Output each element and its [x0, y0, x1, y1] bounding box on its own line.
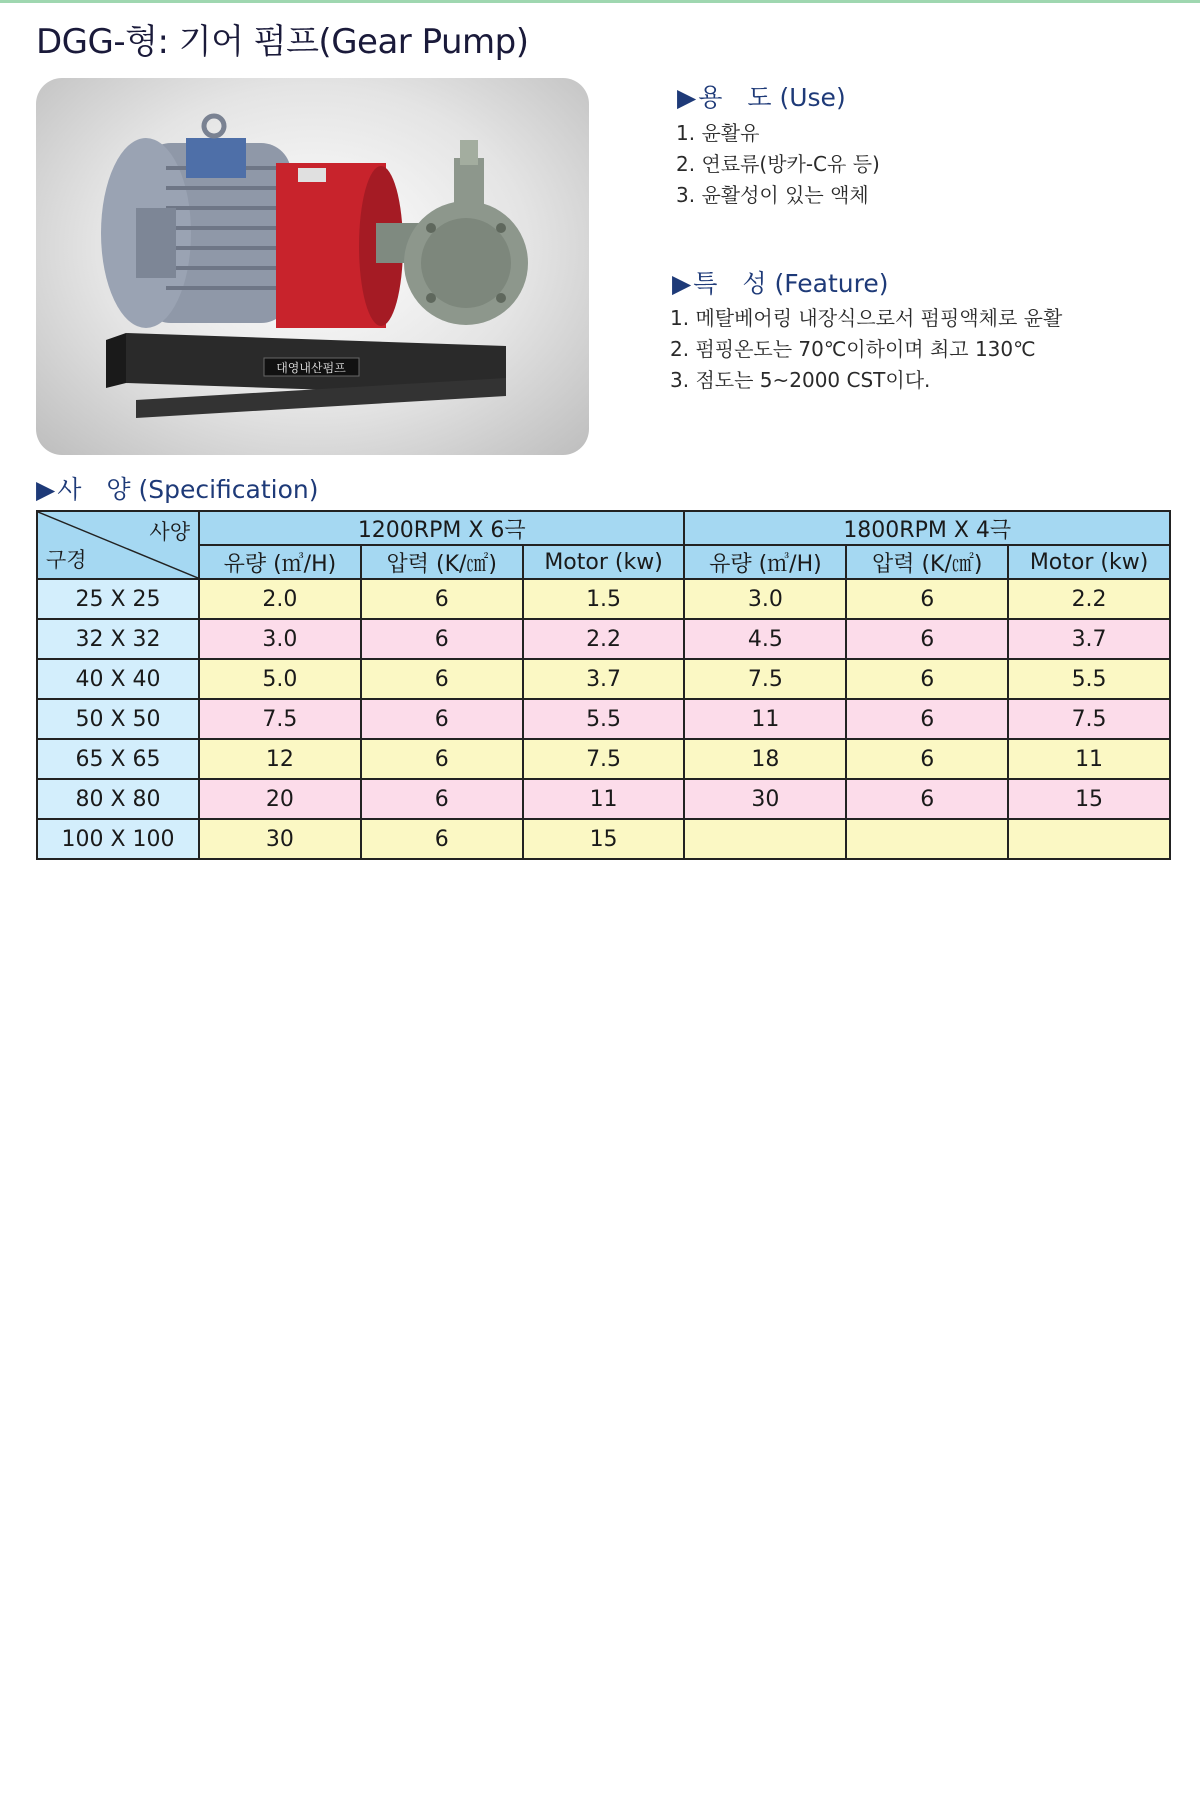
table-cell: 6 [846, 659, 1008, 699]
list-item: 2. 펌핑온도는 70℃이하이며 최고 130℃ [670, 337, 1036, 361]
column-header: Motor (kw) [1008, 545, 1170, 579]
table-cell: 15 [1008, 779, 1170, 819]
table-cell: 6 [361, 579, 523, 619]
size-cell: 65 X 65 [37, 739, 199, 779]
table-cell: 6 [846, 779, 1008, 819]
size-cell: 50 X 50 [37, 699, 199, 739]
table-cell: 12 [199, 739, 361, 779]
spec-heading-text: 사 양 (Specification) [57, 475, 319, 504]
table-cell: 2.0 [199, 579, 361, 619]
feature-heading [672, 264, 888, 300]
table-row [37, 779, 1170, 819]
corner-top-label: 사양 [149, 520, 190, 544]
corner-bottom-label: 구경 [46, 548, 87, 572]
table-cell: 30 [199, 819, 361, 859]
spec-table [36, 510, 1171, 860]
list-item: 3. 점도는 5~2000 CST이다. [670, 368, 931, 392]
table-cell: 15 [523, 819, 685, 859]
table-cell: 3.0 [684, 579, 846, 619]
table-subheader-row [37, 545, 1170, 579]
list-item: 1. 메탈베어링 내장식으로서 펌핑액체로 윤활 [670, 306, 1063, 330]
table-cell: 18 [684, 739, 846, 779]
spec-heading [36, 470, 319, 506]
table-cell: 6 [846, 699, 1008, 739]
list-item: 3. 윤활성이 있는 액체 [676, 183, 869, 207]
page-title: DGG-형: 기어 펌프(Gear Pump) [36, 22, 529, 62]
use-list [676, 118, 880, 211]
table-cell: 3.7 [1008, 619, 1170, 659]
product-photo [36, 78, 589, 455]
top-accent-line [0, 0, 1200, 3]
table-cell: 6 [846, 579, 1008, 619]
column-header: Motor (kw) [523, 545, 685, 579]
table-cell: 6 [361, 659, 523, 699]
group-header-1800rpm: 1800RPM X 4극 [684, 511, 1170, 545]
table-cell: 30 [684, 779, 846, 819]
size-cell: 32 X 32 [37, 619, 199, 659]
table-row [37, 659, 1170, 699]
table-cell: 7.5 [199, 699, 361, 739]
list-item: 1. 윤활유 [676, 121, 760, 145]
table-row [37, 699, 1170, 739]
table-cell: 7.5 [684, 659, 846, 699]
table-cell: 6 [361, 699, 523, 739]
table-cell: 6 [361, 619, 523, 659]
table-cell: 2.2 [1008, 579, 1170, 619]
table-cell: 3.0 [199, 619, 361, 659]
size-cell: 40 X 40 [37, 659, 199, 699]
table-cell: 7.5 [523, 739, 685, 779]
table-row [37, 579, 1170, 619]
table-cell [1008, 819, 1170, 859]
table-row [37, 619, 1170, 659]
table-cell: 3.7 [523, 659, 685, 699]
table-cell: 11 [1008, 739, 1170, 779]
size-cell: 80 X 80 [37, 779, 199, 819]
list-item: 2. 연료류(방카-C유 등) [676, 152, 880, 176]
table-cell: 1.5 [523, 579, 685, 619]
table-cell: 5.0 [199, 659, 361, 699]
table-cell: 11 [684, 699, 846, 739]
use-heading [677, 78, 846, 114]
table-cell: 6 [361, 819, 523, 859]
table-row [37, 819, 1170, 859]
table-cell: 5.5 [523, 699, 685, 739]
column-header: 압력 (K/㎠) [361, 545, 523, 579]
table-cell: 2.2 [523, 619, 685, 659]
triangle-bullet-icon: ▶ [677, 83, 697, 112]
table-cell: 6 [361, 779, 523, 819]
table-cell [684, 819, 846, 859]
table-cell: 5.5 [1008, 659, 1170, 699]
column-header: 유량 (㎥/H) [199, 545, 361, 579]
table-cell: 11 [523, 779, 685, 819]
column-header: 유량 (㎥/H) [684, 545, 846, 579]
column-header: 압력 (K/㎠) [846, 545, 1008, 579]
group-header-1200rpm: 1200RPM X 6극 [199, 511, 684, 545]
table-row [37, 739, 1170, 779]
feature-list [670, 303, 1062, 396]
table-cell: 6 [846, 739, 1008, 779]
feature-heading-text: 특 성 (Feature) [693, 269, 889, 298]
table-cell: 4.5 [684, 619, 846, 659]
use-heading-text: 용 도 (Use) [698, 83, 846, 112]
table-cell: 6 [846, 619, 1008, 659]
table-cell [846, 819, 1008, 859]
size-cell: 100 X 100 [37, 819, 199, 859]
base-plate-label: 대영내산펌프 [276, 361, 346, 375]
corner-header-cell [37, 511, 199, 579]
triangle-bullet-icon: ▶ [672, 269, 692, 298]
table-cell: 7.5 [1008, 699, 1170, 739]
table-cell: 20 [199, 779, 361, 819]
triangle-bullet-icon: ▶ [36, 475, 56, 504]
size-cell: 25 X 25 [37, 579, 199, 619]
table-cell: 6 [361, 739, 523, 779]
table-header-row [37, 511, 1170, 545]
